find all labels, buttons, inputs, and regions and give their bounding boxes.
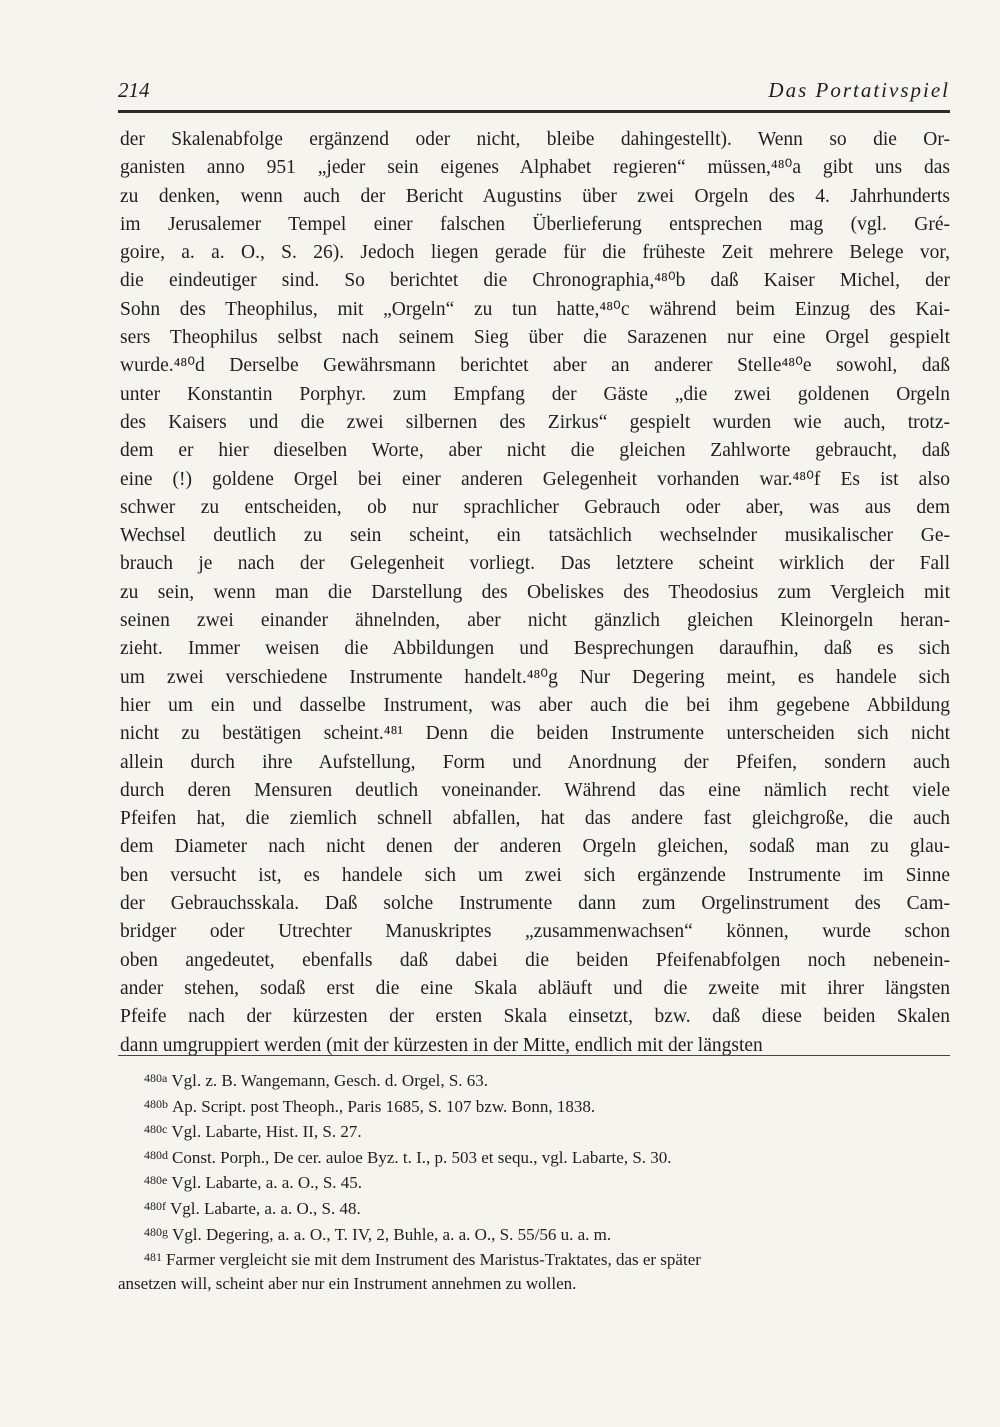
body-line: im Jerusalemer Tempel einer falschen Überlieferung entsprechen mag (vgl. Gré- (120, 213, 950, 235)
body-line: bridger oder Utrechter Manuskriptes „zusammenwachsen“ können, wurde schon (120, 921, 950, 943)
footnotes (118, 1066, 950, 1296)
body-line: Sohn des Theophilus, mit „Orgeln“ zu tun hatte,⁴⁸⁰c während beim Einzug des Kai- (120, 298, 950, 320)
body-line: allein durch ihre Aufstellung, Form und Anordnung der Pfeifen, sondern auch (120, 751, 950, 773)
body-line: Wechsel deutlich zu sein scheint, ein tatsächlich wechselnder musikalischer Ge- (120, 525, 950, 547)
footnote-mark: 480c (144, 1122, 168, 1137)
footnote-mark: 481 (144, 1250, 162, 1265)
body-line: dem er hier dieselben Worte, aber nicht die gleichen Zahlworte gebraucht, daß (120, 440, 950, 462)
footnote-rule (118, 1055, 950, 1056)
footnote (118, 1168, 950, 1194)
footnote-text: Vgl. z. B. Wangemann, Gesch. d. Orgel, S. 63. (171, 1071, 489, 1090)
body-line: durch deren Mensuren deutlich voneinander. Während das eine nämlich recht viele (120, 779, 950, 801)
body-line: der Skalenabfolge ergänzend oder nicht, bleibe dahingestellt). Wenn so die Or- (120, 129, 950, 150)
page-number: 214 (118, 78, 150, 102)
running-title: Das Portativspiel (768, 78, 950, 102)
body-line: dem Diameter nach nicht denen der anderen Orgeln gleichen, sodaß man zu glau- (120, 836, 950, 858)
body-line: um zwei verschiedene Instrumente handelt.⁴⁸⁰g Nur Degering meint, es handele sich (120, 666, 950, 688)
footnote (118, 1220, 950, 1246)
body-line: oben angedeutet, ebenfalls daß dabei die beiden Pfeifenabfolgen noch nebenein- (120, 949, 950, 971)
footnote-text: Ap. Script. post Theoph., Paris 1685, S. 107 bzw. Bonn, 1838. (172, 1096, 596, 1116)
footnote (118, 1066, 950, 1092)
body-line: wurde.⁴⁸⁰d Derselbe Gewährsmann berichtet aber an anderer Stelle⁴⁸⁰e sowohl, daß (120, 355, 950, 377)
body-text (120, 126, 950, 1060)
body-line: zieht. Immer weisen die Abbildungen und Besprechungen daraufhin, daß es sich (120, 638, 950, 660)
footnote (118, 1245, 950, 1271)
body-line: der Gebrauchsskala. Daß solche Instrumente dann zum Orgelinstrument des Cam- (120, 893, 950, 915)
footnote-text: Vgl. Degering, a. a. O., T. IV, 2, Buhle, a. a. O., S. 55/56 u. a. m. (172, 1224, 612, 1244)
body-line: goire, a. a. O., S. 26). Jedoch liegen gerade für die früheste Zeit mehrere Belege vor, (120, 242, 950, 264)
body-line: brauch je nach der Gelegenheit vorliegt. Das letztere scheint wirklich der Fall (120, 553, 950, 575)
body-line: dann umgruppiert werden (mit der kürzesten in der Mitte, endlich mit der längsten (120, 1034, 763, 1056)
body-line: schwer zu entscheiden, ob nur sprachlicher Gebrauch oder aber, was aus dem (120, 496, 950, 518)
footnote-text: Const. Porph., De cer. auloe Byz. t. I., p. 503 et sequ., vgl. Labarte, S. 30. (172, 1147, 672, 1167)
footnote-text: Vgl. Labarte, a. a. O., S. 45. (171, 1173, 363, 1193)
body-line: die eindeutiger sind. So berichtet die Chronographia,⁴⁸⁰b daß Kaiser Michel, der (120, 270, 950, 292)
footnote-mark: 480g (144, 1224, 168, 1239)
body-line: nicht zu bestätigen scheint.⁴⁸¹ Denn die beiden Instrumente unterscheiden sich nicht (120, 723, 950, 745)
body-line: seinen zwei einander ähnelnden, aber nicht gänzlich gleichen Kleinorgeln heran- (120, 610, 950, 632)
footnote (118, 1194, 950, 1220)
footnote-mark: 480d (144, 1147, 168, 1162)
footnote (118, 1092, 950, 1118)
footnote-mark: 480f (144, 1198, 166, 1213)
body-line: des Kaisers und die zwei silbernen des Zirkus“ gespielt wurden wie auch, trotz- (120, 411, 950, 433)
footnote (118, 1143, 950, 1169)
footnote-mark: 480b (144, 1096, 168, 1111)
body-line: ganisten anno 951 „jeder sein eigenes Alphabet regieren“ müssen,⁴⁸⁰a gibt uns das (120, 157, 950, 179)
body-line: zu denken, wenn auch der Bericht Augustins über zwei Orgeln des 4. Jahrhunderts (120, 185, 950, 207)
body-line: Pfeife nach der kürzesten der ersten Skala einsetzt, bzw. daß diese beiden Skalen (120, 1006, 950, 1028)
footnote-continuation: ansetzen will, scheint aber nur ein Instrument annehmen zu wollen. (118, 1273, 577, 1293)
body-line: unter Konstantin Porphyr. zum Empfang der Gäste „die zwei goldenen Orgeln (120, 383, 950, 405)
footnote-text: Farmer vergleicht sie mit dem Instrument des Maristus-Traktates, das er später (166, 1250, 701, 1270)
footnote-mark: 480e (144, 1173, 168, 1188)
body-line: zu sein, wenn man die Darstellung des Obeliskes des Theodosius zum Vergleich mit (120, 581, 950, 603)
body-line: ander stehen, sodaß erst die eine Skala abläuft und die zweite mit ihrer längsten (120, 977, 950, 999)
footnote-text: Vgl. Labarte, Hist. II, S. 27. (171, 1122, 362, 1142)
body-line: sers Theophilus selbst nach seinem Sieg über die Sarazenen nur eine Orgel gespielt (120, 327, 950, 349)
body-line: hier um ein und dasselbe Instrument, was aber auch die bei ihm gegebene Abbildung (120, 694, 950, 716)
footnote-text: Vgl. Labarte, a. a. O., S. 48. (170, 1198, 361, 1218)
body-line: Pfeifen hat, die ziemlich schnell abfallen, hat das andere fast gleichgroße, die auch (120, 808, 950, 830)
header-rule (118, 110, 950, 113)
footnote (118, 1117, 950, 1143)
body-line: eine (!) goldene Orgel bei einer anderen Gelegenheit vorhanden war.⁴⁸⁰f Es ist also (120, 468, 950, 490)
running-head (118, 78, 950, 108)
footnote-mark: 480a (144, 1071, 168, 1085)
body-line: ben versucht ist, es handele sich um zwei sich ergänzende Instrumente im Sinne (120, 864, 950, 886)
